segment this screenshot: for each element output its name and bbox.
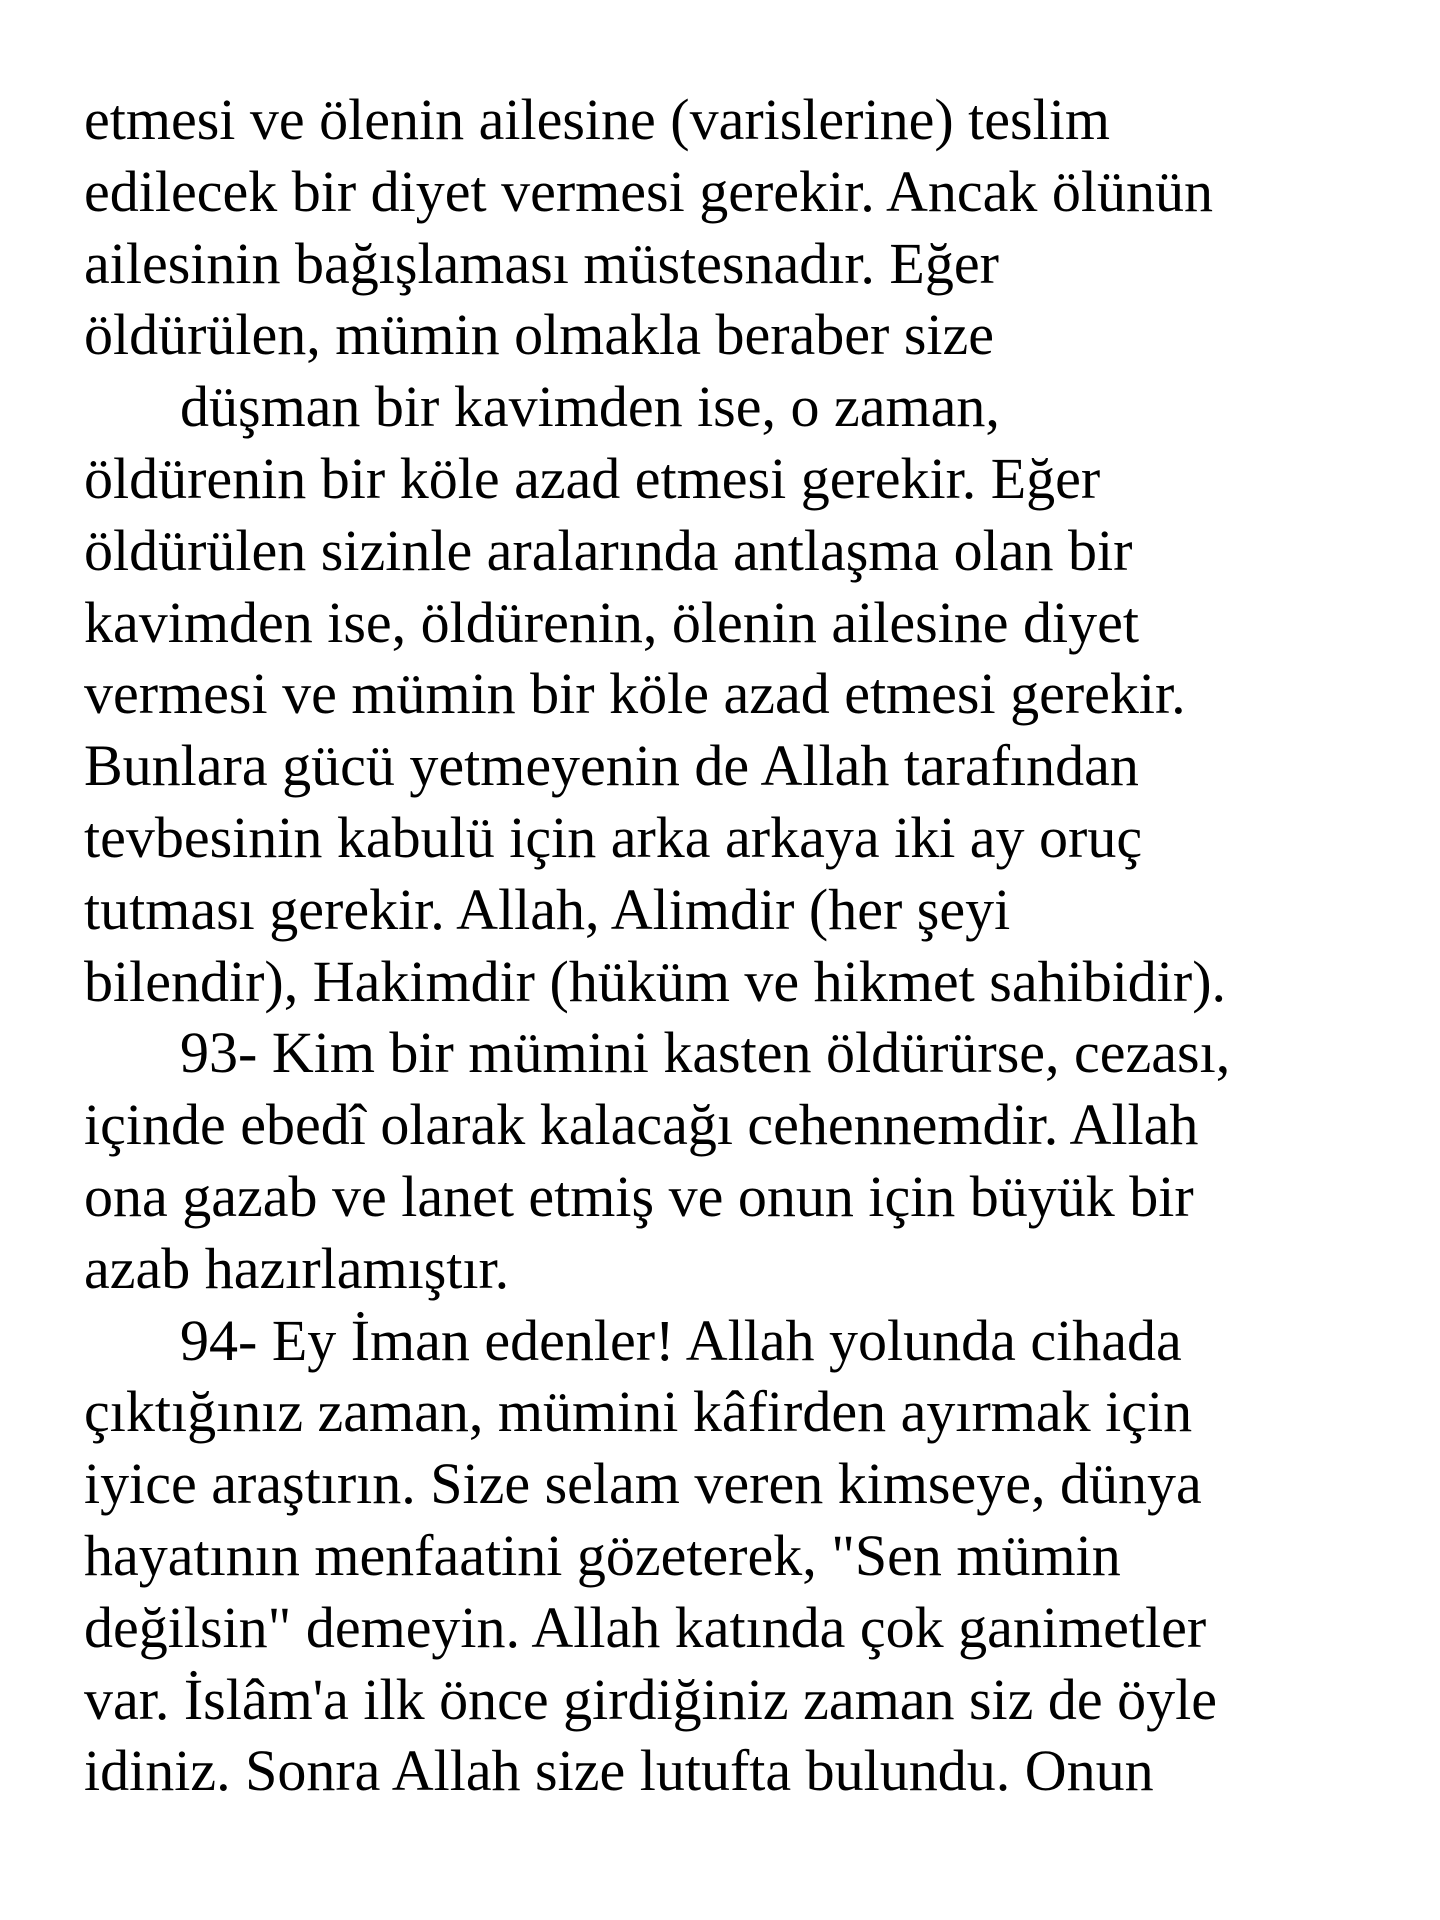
text-line: öldürülen sizinle aralarında antlaşma olan bir — [84, 517, 1133, 583]
text-line: tevbesinin kabulü için arka arkaya iki ay oruç — [84, 804, 1143, 870]
text-line: bilendir), Hakimdir (hüküm ve hikmet sahibidir). — [84, 948, 1227, 1014]
text-line: çıktığınız zaman, mümini kâfirden ayırmak için — [84, 1379, 1193, 1445]
text-line: etmesi ve ölenin ailesine (varislerine) teslim — [84, 87, 1110, 152]
text-line: vermesi ve mümin bir köle azad etmesi gerekir. — [84, 661, 1186, 727]
text-line: kavimden ise, öldürenin, ölenin ailesine diyet — [84, 589, 1140, 655]
text-line: Bunlara gücü yetmeyenin de Allah tarafından — [84, 733, 1139, 799]
text-line: var. İslâm'a ilk önce girdiğiniz zaman siz de öyle — [84, 1666, 1218, 1732]
text-line: öldürülen, mümin olmakla beraber size — [84, 302, 994, 368]
text-line: ona gazab ve lanet etmiş ve onun için büyük bir — [84, 1163, 1194, 1229]
text-line: içinde ebedî olarak kalacağı cehennemdir. Allah — [84, 1092, 1199, 1158]
text-line: hayatının menfaatini gözeterek, "Sen mümin — [84, 1522, 1121, 1588]
text-line: değilsin" demeyin. Allah katında çok ganimetler — [84, 1594, 1207, 1660]
text-line: öldürenin bir köle azad etmesi gerekir. Eğer — [84, 445, 1101, 511]
verse-94-start: 94- Ey İman edenler! Allah yolunda cihada — [180, 1307, 1182, 1373]
text-line: tutması gerekir. Allah, Alimdir (her şeyi — [84, 876, 1011, 942]
text-line: azab hazırlamıştır. — [84, 1235, 510, 1301]
body-text — [84, 84, 1424, 1807]
text-line: ailesinin bağışlaması müstesnadır. Eğer — [84, 230, 999, 296]
verse-93-start: 93- Kim bir mümini kasten öldürürse, cezası, — [180, 1020, 1231, 1086]
text-line: edilecek bir diyet vermesi gerekir. Ancak ölünün — [84, 158, 1214, 224]
text-line: iyice araştırın. Size selam veren kimseye, dünya — [84, 1451, 1202, 1517]
text-line-indented: düşman bir kavimden ise, o zaman, — [180, 374, 1000, 440]
text-line: idiniz. Sonra Allah size lutufta bulundu. Onun — [84, 1738, 1154, 1804]
